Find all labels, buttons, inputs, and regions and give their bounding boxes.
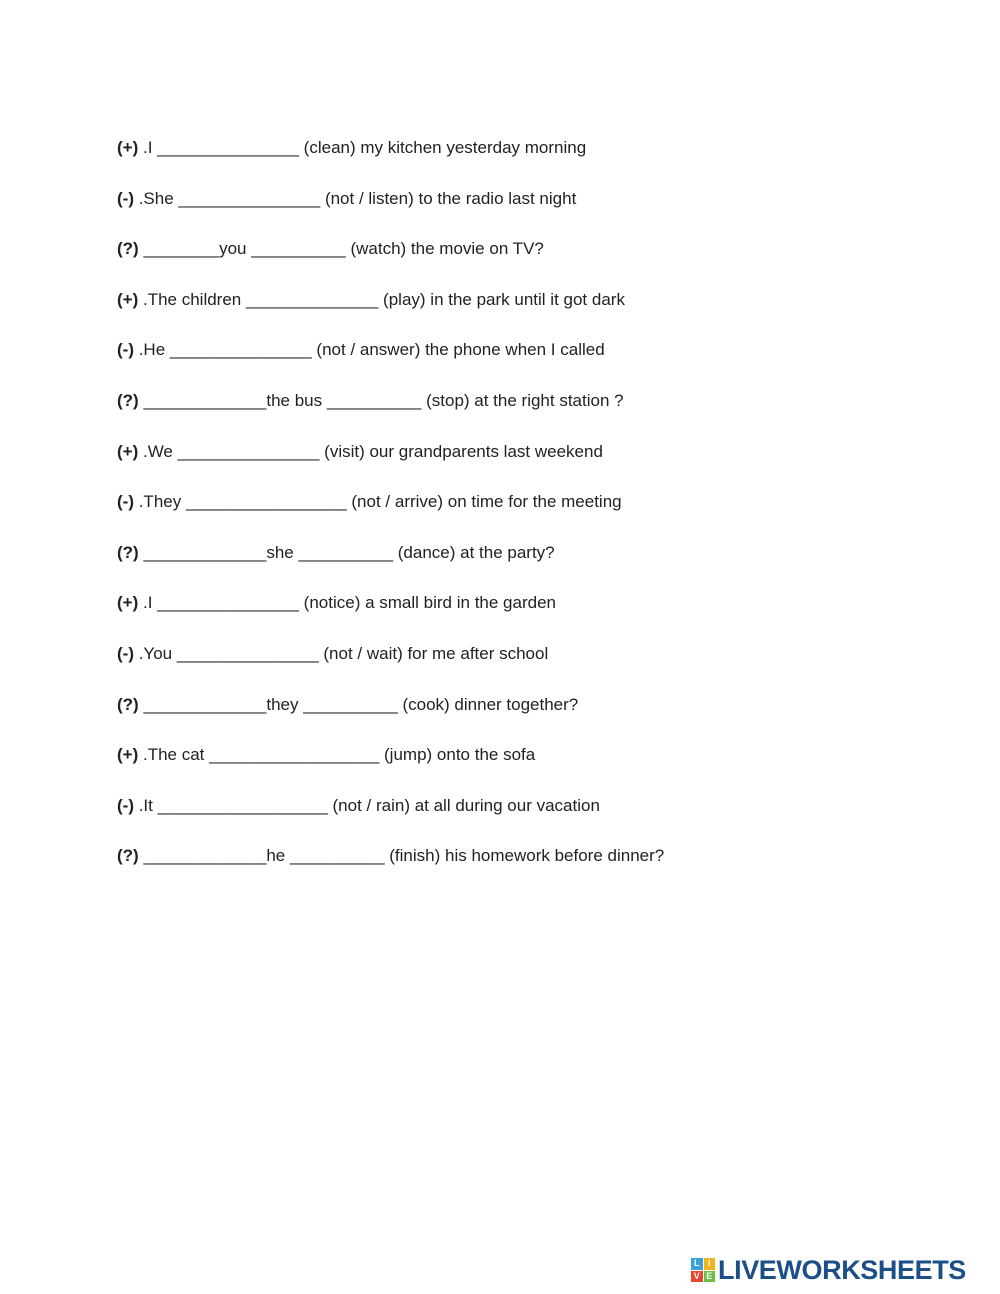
exercise-line xyxy=(117,844,937,895)
exercise-text: _____________the bus __________ (stop) at the right station ? xyxy=(138,390,624,410)
logo-badge-icon xyxy=(691,1258,715,1282)
exercise-line xyxy=(117,490,937,541)
logo-badge-letter: L xyxy=(691,1258,703,1270)
exercise-text: .We _______________ (visit) our grandparents last weekend xyxy=(138,441,603,461)
exercise-text: .It __________________ (not / rain) at all during our vacation xyxy=(133,795,600,815)
liveworksheets-logo[interactable] xyxy=(691,1254,991,1286)
exercise-text: _____________she __________ (dance) at the party? xyxy=(138,542,555,562)
exercise-text: _____________he __________ (finish) his homework before dinner? xyxy=(138,846,665,866)
exercise-marker: (?) xyxy=(117,239,139,259)
exercise-line xyxy=(117,693,937,744)
exercise-marker: (-) xyxy=(117,188,134,208)
exercise-marker: (+) xyxy=(117,138,139,157)
exercise-marker: (+) xyxy=(117,745,139,765)
exercise-text: .She _______________ (not / listen) to the radio last night xyxy=(133,188,577,208)
exercise-line xyxy=(117,187,937,238)
worksheet xyxy=(117,136,937,895)
exercise-marker: (?) xyxy=(117,390,139,410)
exercise-line xyxy=(117,237,937,288)
logo-badge-letter: V xyxy=(691,1271,703,1283)
exercise-text: .You _______________ (not / wait) for me after school xyxy=(133,643,549,663)
exercise-marker: (+) xyxy=(117,289,139,309)
exercise-line xyxy=(117,136,937,187)
exercise-line xyxy=(117,642,937,693)
exercise-marker: (-) xyxy=(117,492,134,512)
exercise-text: .He _______________ (not / answer) the phone when I called xyxy=(133,340,605,360)
exercise-line xyxy=(117,591,937,642)
exercise-line xyxy=(117,440,937,491)
exercise-line xyxy=(117,338,937,389)
exercise-text: .The children ______________ (play) in the park until it got dark xyxy=(138,289,625,309)
logo-badge-letter: I xyxy=(704,1258,716,1270)
exercise-marker: (+) xyxy=(117,441,139,461)
exercise-text: .I _______________ (notice) a small bird in the garden xyxy=(138,593,556,613)
exercise-text: .They _________________ (not / arrive) on time for the meeting xyxy=(133,492,622,512)
exercise-marker: (?) xyxy=(117,694,139,714)
exercise-line xyxy=(117,541,937,592)
exercise-text: _____________they __________ (cook) dinner together? xyxy=(138,694,579,714)
exercise-text: ________you __________ (watch) the movie on TV? xyxy=(138,239,544,259)
exercise-marker: (-) xyxy=(117,643,134,663)
exercise-line xyxy=(117,389,937,440)
exercise-marker: (+) xyxy=(117,593,139,613)
exercise-text: .I _______________ (clean) my kitchen yesterday morning xyxy=(138,138,587,157)
exercise-marker: (?) xyxy=(117,542,139,562)
exercise-line xyxy=(117,288,937,339)
exercise-marker: (?) xyxy=(117,846,139,866)
exercise-line xyxy=(117,794,937,845)
exercise-text: .The cat __________________ (jump) onto the sofa xyxy=(138,745,536,765)
exercise-line xyxy=(117,743,937,794)
logo-badge-letter: E xyxy=(704,1271,716,1283)
logo-wordmark: LIVEWORKSHEETS xyxy=(718,1254,966,1285)
exercise-marker: (-) xyxy=(117,340,134,360)
exercise-marker: (-) xyxy=(117,795,134,815)
